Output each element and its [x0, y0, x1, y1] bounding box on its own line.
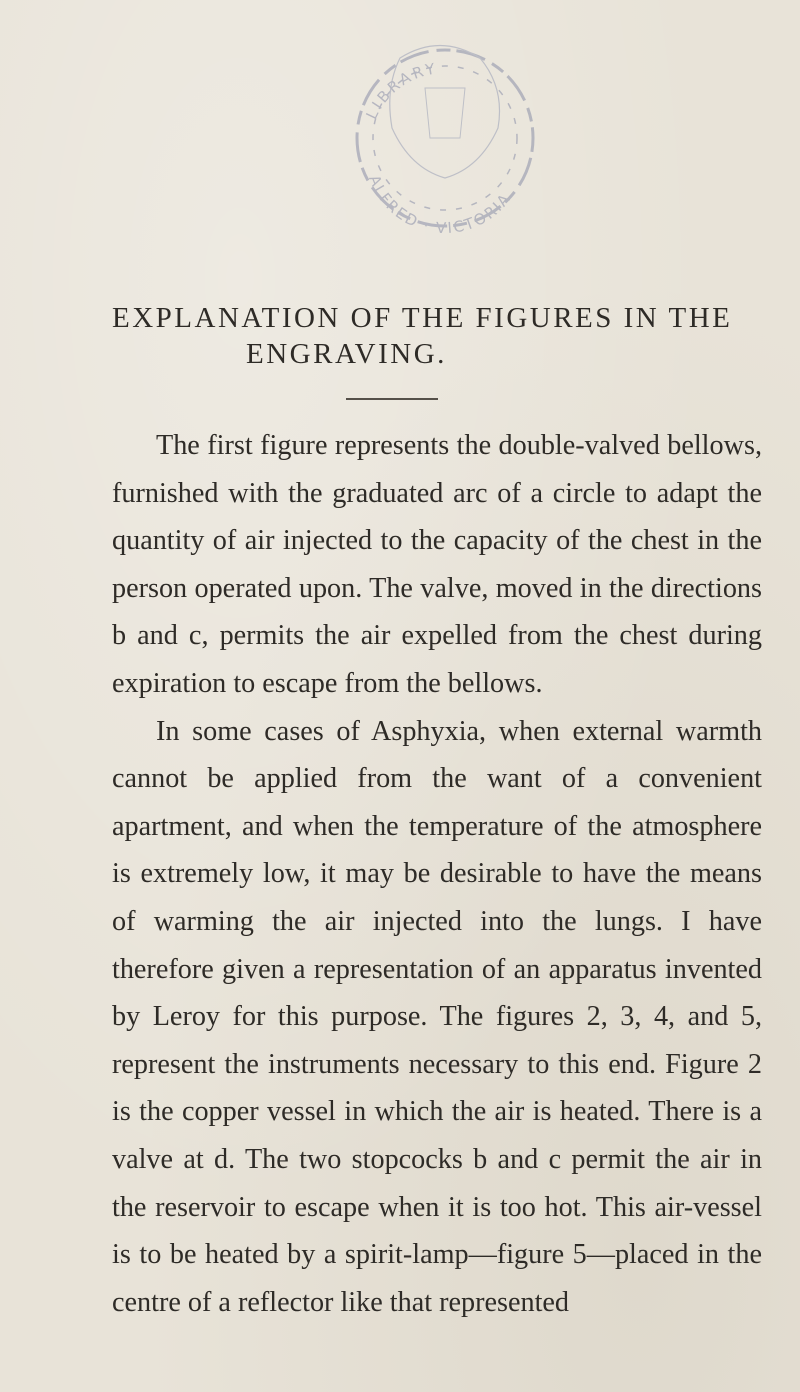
library-stamp-icon: [330, 18, 560, 248]
stamp-text-top: LIBRARY: [362, 59, 440, 123]
page-heading: [112, 300, 752, 372]
stamp-text-bottom: ALFRED · VICTORIA: [364, 172, 515, 238]
heading-line-1: EXPLANATION OF THE FIGURES IN THE: [112, 302, 733, 334]
paragraph-1: The first figure represents the double-valved bellows, furnished with the graduated arc of a circle to adapt the quantity of air injected to the capacity of the chest in the person operated upon. The valve, moved in the directions b and c, permits the air expelled from the chest during expiration to escape from the bellows.: [112, 430, 762, 699]
body-text: [112, 422, 762, 1326]
heading-line-2: ENGRAVING.: [246, 338, 447, 370]
paragraph-2: In some cases of Asphyxia, when external warmth cannot be applied from the want of a convenient apartment, and when the temperature of the atmosphere is extremely low, it may be desirable to have the means of warming the air injected into the lungs. I have therefore given a representation of an apparatus invented by Leroy for this purpose. The figures 2, 3, 4, and 5, represent the instruments necessary to this end. Figure 2 is the copper vessel in which the air is heated. There is a valve at d. The two stopcocks b and c permit the air in the reservoir to escape when it is too hot. This air-vessel is to be heated by a spirit-lamp—figure 5—placed in the centre of a reflector like that represented: [112, 715, 762, 1318]
heading-divider: [346, 398, 438, 400]
